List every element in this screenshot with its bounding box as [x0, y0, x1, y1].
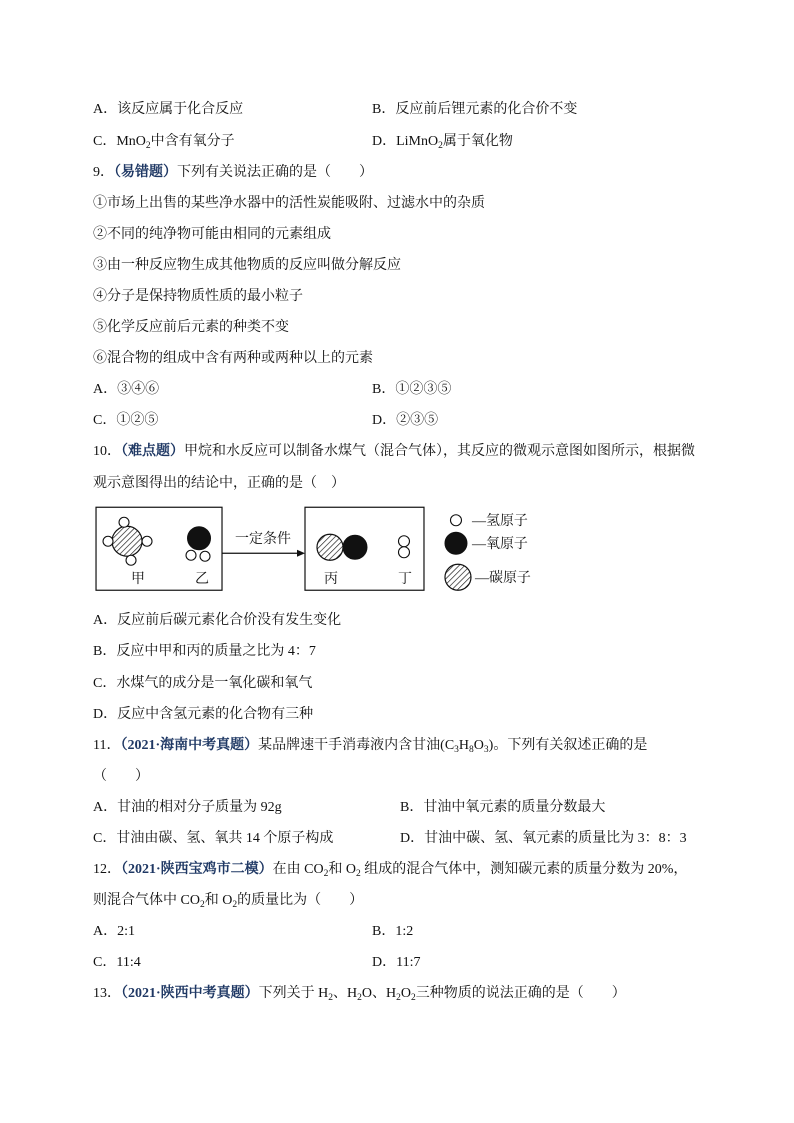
- hydrogen-atom: [398, 535, 409, 546]
- q10-option-b: B．反应中甲和丙的质量之比为 4：7: [93, 644, 316, 660]
- q8-option-b: B．反应前后锂元素的化合价不变: [372, 102, 578, 118]
- q11-stem: [93, 730, 773, 761]
- hydrogen-atom: [200, 551, 210, 561]
- subscript: 2: [232, 900, 238, 911]
- hydrogen-atom: [398, 546, 409, 557]
- q10-stem-line-2: 观示意图得出的结论中，正确的是（ ）: [93, 475, 345, 491]
- q9-option-b: B．①②③⑤: [372, 382, 452, 398]
- hydrogen-molecule: [398, 535, 409, 557]
- q12-option-c: C．11:4: [93, 955, 141, 971]
- q13-stem: [93, 978, 773, 1009]
- carbon-monoxide-molecule: [317, 534, 367, 560]
- subscript: 3: [454, 744, 459, 755]
- question-number: 10．: [93, 444, 121, 460]
- q12-options-row-1: [93, 916, 773, 947]
- subscript: 2: [323, 869, 329, 880]
- q8-options-row-2: [93, 126, 773, 157]
- text-run: 在由 CO: [272, 862, 324, 878]
- carbon-atom-icon: [445, 564, 471, 590]
- text-run: )。下列有关叙述正确的是: [488, 737, 648, 753]
- q9-option-d: D．②③⑤: [372, 413, 439, 429]
- reaction-diagram-svg: [90, 499, 550, 606]
- q11-options-row-1: [93, 792, 773, 823]
- q12-stem-line-2: [93, 885, 773, 916]
- arrow-head-icon: [297, 549, 305, 556]
- subscript: 2: [411, 993, 416, 1004]
- q12-option-a: A．2:1: [93, 924, 135, 940]
- q9-statement-1: ①市场上出售的某些净水器中的活性炭能吸附、过滤水中的杂质: [93, 195, 485, 211]
- q9-options-row-1: [93, 374, 773, 405]
- subscript: 3: [483, 744, 489, 755]
- text-run: 和 O: [204, 893, 233, 909]
- q12-option-d: D．11:7: [372, 955, 421, 971]
- q9-statement-5: ⑤化学反应前后元素的种类不变: [93, 320, 289, 336]
- question-text: [258, 986, 626, 1004]
- q10-option-c: C．水煤气的成分是一氧化碳和氧气: [93, 675, 313, 691]
- question-number: 9．: [93, 164, 114, 180]
- label-ding: 丁: [397, 571, 412, 587]
- label-bing: 丙: [323, 571, 338, 587]
- q8-option-c: [93, 126, 235, 157]
- subscript: 2: [356, 869, 361, 880]
- question-tag: （易错题）: [114, 164, 177, 180]
- q11-option-d: D．甘油中碳、氢、氧元素的质量比为 3：8：3: [400, 831, 687, 846]
- subscript: 2: [145, 140, 151, 151]
- question-number: 12．: [93, 862, 121, 878]
- text-run: 某品牌速干手消毒液内含甘油(C: [258, 737, 455, 753]
- q8-option-a: A．该反应属于化合反应: [93, 102, 244, 118]
- question-text: 甲烷和水反应可以制备水煤气（混合气体），其反应的微观示意图如图所示，根据微: [184, 444, 695, 460]
- question-text: 下列有关说法正确的是（ ）: [177, 164, 373, 180]
- text-run: 、H: [333, 986, 358, 1002]
- question-tag: （2021·陕西中考真题）: [121, 986, 259, 1002]
- text-run: D．LiMnO: [372, 133, 439, 149]
- text-run: O、H: [361, 986, 397, 1002]
- subscript: 2: [396, 993, 401, 1004]
- label-jia: 甲: [131, 571, 146, 587]
- methane-molecule: [103, 517, 152, 565]
- carbon-atom: [112, 526, 142, 556]
- legend-carbon-label: —碳原子: [474, 570, 531, 586]
- subscript: 2: [438, 140, 443, 151]
- q11-options-row-2: [93, 823, 773, 854]
- atom-legend: [445, 513, 531, 590]
- legend-oxygen-label: —氧原子: [471, 536, 528, 552]
- text-run: 和 O: [328, 862, 356, 878]
- legend-hydrogen-label: —氢原子: [471, 513, 528, 529]
- text-run: O: [400, 986, 412, 1002]
- question-number: 11．: [93, 737, 121, 753]
- hydrogen-atom: [103, 536, 113, 546]
- text-run: 中含有氧分子: [150, 133, 235, 149]
- text-run: 属于氧化物: [442, 133, 513, 149]
- q11-option-b: B．甘油中氧元素的质量分数最大: [400, 799, 606, 815]
- text-run: 的质量比为（ ）: [237, 893, 364, 909]
- reaction-condition: 一定条件: [235, 531, 291, 547]
- subscript: 8: [469, 744, 474, 755]
- q9-statement-4: ④分子是保持物质性质的最小粒子: [93, 289, 303, 304]
- hydrogen-atom-icon: [450, 514, 461, 525]
- question-text: [272, 862, 688, 880]
- label-yi: 乙: [195, 571, 210, 587]
- q9-stem: [93, 157, 773, 188]
- oxygen-atom: [343, 535, 367, 559]
- q12-option-b: B．1:2: [372, 924, 414, 940]
- q11-answer-bracket: （ ）: [93, 768, 149, 784]
- hydrogen-atom: [142, 536, 152, 546]
- q12-options-row-2: [93, 947, 773, 978]
- q12-stem-line-1: [93, 854, 773, 885]
- question-tag: （2021·海南中考真题）: [120, 737, 259, 753]
- reaction-arrow: [222, 531, 305, 556]
- text-run: C．MnO: [93, 133, 146, 149]
- subscript: 2: [357, 993, 362, 1004]
- text-run: 则混合气体中 CO: [93, 893, 200, 909]
- q11-option-a: A．甘油的相对分子质量为 92g: [93, 799, 282, 815]
- oxygen-atom-icon: [445, 532, 467, 554]
- q9-statement-3: ③由一种反应物生成其他物质的反应叫做分解反应: [93, 257, 401, 273]
- q9-option-a: A．③④⑥: [93, 382, 160, 398]
- hydrogen-atom: [186, 550, 196, 560]
- text-run: 组成的混合气体中，测知碳元素的质量分数为 20%，: [360, 862, 688, 878]
- subscript: 2: [199, 900, 205, 911]
- hydrogen-atom: [126, 555, 136, 565]
- reaction-diagram: [93, 499, 773, 606]
- q8-options-row-1: [93, 94, 773, 125]
- q10-option-d: D．反应中含氢元素的化合物有三种: [93, 706, 314, 722]
- q9-option-c: C．①②⑤: [93, 413, 159, 429]
- oxygen-atom: [188, 526, 211, 549]
- document-content: [93, 94, 773, 1009]
- q10-stem-line-1: [93, 436, 773, 467]
- subscript: 2: [328, 993, 334, 1004]
- products-box: [305, 507, 424, 590]
- text-run: 下列关于 H: [258, 986, 329, 1002]
- reactants-box: [96, 507, 222, 590]
- question-number: 13．: [93, 986, 121, 1002]
- text-run: H: [458, 737, 470, 753]
- text-run: O: [473, 737, 484, 753]
- hydrogen-atom: [119, 517, 129, 527]
- q11-option-c: C．甘油由碳、氢、氧共 14 个原子构成: [93, 831, 334, 846]
- question-tag: （难点题）: [121, 444, 184, 460]
- q9-statement-2: ②不同的纯净物可能由相同的元素组成: [93, 226, 331, 242]
- q10-option-a: A．反应前后碳元素化合价没有发生变化: [93, 613, 342, 629]
- q9-statement-6: ⑥混合物的组成中含有两种或两种以上的元素: [93, 351, 373, 367]
- q8-option-d: [372, 126, 513, 157]
- water-molecule: [186, 526, 210, 560]
- text-run: 三种物质的说法正确的是（ ）: [415, 986, 626, 1002]
- question-tag: （2021·陕西宝鸡市二模）: [121, 862, 273, 878]
- q9-options-row-2: [93, 405, 773, 436]
- carbon-atom: [317, 534, 343, 560]
- question-text: [258, 738, 647, 753]
